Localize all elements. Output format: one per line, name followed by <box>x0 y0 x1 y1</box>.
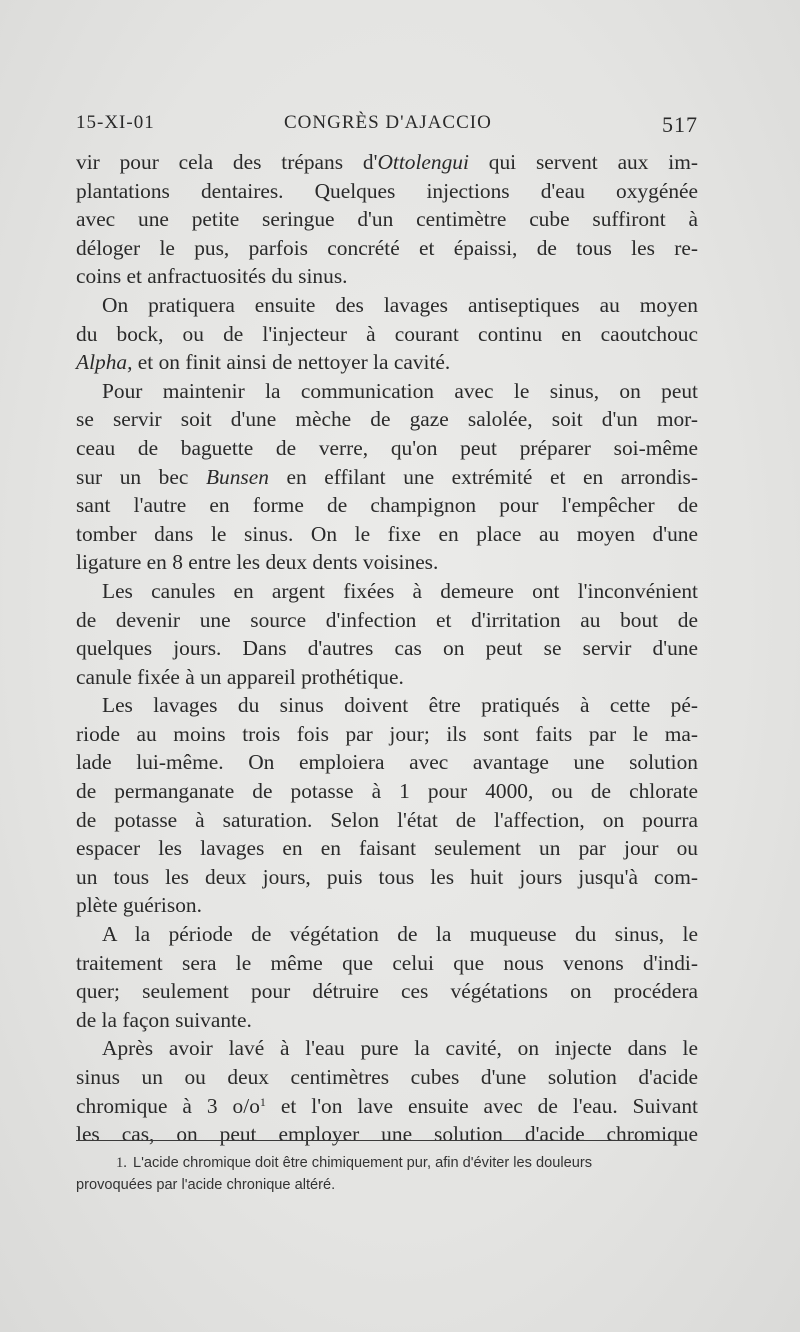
text-line: canule fixée à un appareil prothétique. <box>76 664 404 689</box>
italic-name: Bunsen <box>205 464 269 489</box>
text-line: se servir soit d'une mèche de gaze salolée, soit d'un mor- <box>76 407 698 432</box>
text-line: lade lui-même. On emploiera avec avantage une solution <box>76 750 698 775</box>
paragraph-2 <box>76 291 698 377</box>
text-run: sur un bec <box>76 464 206 489</box>
text-run: chromique à 3 o/o <box>76 1093 260 1118</box>
text-line <box>76 1092 698 1121</box>
text-line: de la façon suivante. <box>76 1007 252 1032</box>
italic-name: Ottolengui <box>377 150 469 174</box>
text-run: en effilant une extrémité et en arrondis- <box>268 464 698 489</box>
text-run: qui servent aux im- <box>468 150 698 174</box>
text-line: tomber dans le sinus. On le fixe en place au moyen d'une <box>76 521 698 546</box>
footnote-text: L'acide chromique doit être chimiquement pur, afin d'éviter les douleurs <box>132 1155 592 1171</box>
text-line: A la période de végétation de la muqueuse du sinus, le <box>102 922 698 947</box>
text-line <box>76 348 698 377</box>
footnote <box>76 1152 698 1196</box>
footnote-divider <box>76 1140 682 1141</box>
paragraph-5 <box>76 691 698 920</box>
paragraph-3 <box>76 377 698 577</box>
text-line: quer; seulement pour détruire ces végétations on procédera <box>76 979 698 1004</box>
text-line: coins et anfractuosités du sinus. <box>76 264 348 289</box>
header-date: 15-XI-01 <box>76 112 155 133</box>
text-run: et l'on lave ensuite avec de l'eau. Suivant <box>265 1093 698 1118</box>
body-text <box>76 148 698 1149</box>
footnote-number: 1. <box>116 1155 127 1171</box>
header-title: CONGRÈS D'AJACCIO <box>284 112 492 133</box>
text-line: sant l'autre en forme de champignon pour l'empêcher de <box>76 493 698 518</box>
text-line: sinus un ou deux centimètres cubes d'une solution d'acide <box>76 1065 698 1089</box>
text-line: quelques jours. Dans d'autres cas on peut se servir d'une <box>76 636 698 661</box>
text-line: avec une petite seringue d'un centimètre cube suffiront à <box>76 207 698 232</box>
text-run: vir pour cela des trépans d' <box>76 150 378 174</box>
paragraph-1 <box>76 148 698 291</box>
text-line: traitement sera le même que celui que nous venons d'indi- <box>76 950 698 975</box>
text-line: de devenir une source d'infection et d'irritation au bout de <box>76 607 698 632</box>
text-line: riode au moins trois fois par jour; ils sont faits par le ma- <box>76 721 698 746</box>
text-line: plète guérison. <box>76 893 202 918</box>
footnote-line <box>76 1152 698 1174</box>
text-line: du bock, ou de l'injecteur à courant continu en caoutchouc <box>76 321 698 346</box>
paragraph-6 <box>76 920 698 1034</box>
text-run: et on finit ainsi de nettoyer la cavité. <box>132 350 451 375</box>
text-line <box>76 148 698 177</box>
footnote-line: provoquées par l'acide chronique altéré. <box>76 1177 336 1193</box>
text-line: déloger le pus, parfois concrété et épaissi, de tous les re- <box>76 235 698 260</box>
page-number: 517 <box>662 112 698 137</box>
footnote-marker: 1 <box>259 1094 266 1109</box>
text-line <box>76 463 698 492</box>
text-line: ceau de baguette de verre, qu'on peut préparer soi-même <box>76 435 698 460</box>
running-header <box>76 112 698 146</box>
text-line: Les lavages du sinus doivent être pratiqués à cette pé- <box>102 693 698 718</box>
text-line: On pratiquera ensuite des lavages antiseptiques au moyen <box>102 292 698 317</box>
text-line: un tous les deux jours, puis tous les huit jours jusqu'à com- <box>76 864 698 889</box>
text-line: Pour maintenir la communication avec le sinus, on peut <box>102 378 698 403</box>
paragraph-7 <box>76 1034 698 1148</box>
text-line: Les canules en argent fixées à demeure ont l'inconvénient <box>102 578 698 603</box>
text-line: espacer les lavages en en faisant seulement un par jour ou <box>76 836 698 861</box>
text-line: de potasse à saturation. Selon l'état de l'affection, on pourra <box>76 807 698 832</box>
text-line: de permanganate de potasse à 1 pour 4000, ou de chlorate <box>76 779 698 804</box>
text-line: ligature en 8 entre les deux dents voisines. <box>76 550 439 575</box>
paragraph-4 <box>76 577 698 691</box>
text-line: Après avoir lavé à l'eau pure la cavité, on injecte dans le <box>102 1036 698 1061</box>
text-line: plantations dentaires. Quelques injections d'eau oxygénée <box>76 178 698 203</box>
text-line: les cas, on peut employer une solution d'acide chromique <box>76 1122 698 1147</box>
italic-name: Alpha, <box>76 350 133 375</box>
